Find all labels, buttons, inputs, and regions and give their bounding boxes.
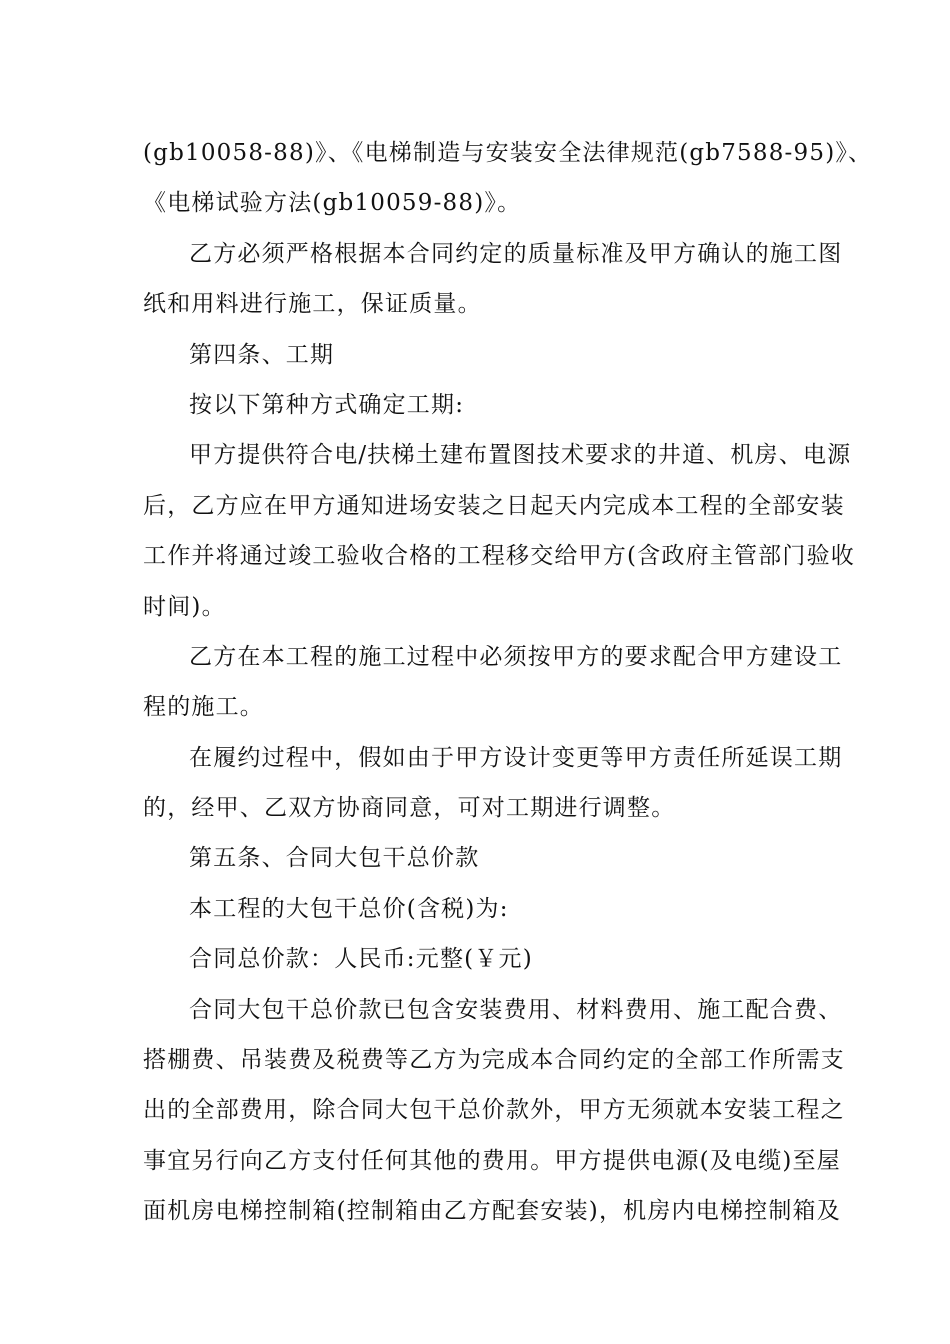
paragraph-start: 合同总价款：人民币:元整(￥元) — [189, 946, 533, 973]
text-line: 事宜另行向乙方支付任何其他的费用。甲方提供电源(及电缆)至屋 — [143, 1147, 841, 1174]
paragraph-start: 合同大包干总价款已包含安装费用、材料费用、施工配合费、 — [189, 996, 843, 1023]
paragraph-start: 甲方提供符合电/扶梯土建布置图技术要求的井道、机房、电源 — [189, 442, 852, 469]
paragraph-start: 乙方在本工程的施工过程中必须按甲方的要求配合甲方建设工 — [189, 643, 843, 670]
text-line: 程的施工。 — [143, 694, 264, 721]
text-line: 时间)。 — [143, 593, 226, 620]
section-heading: 第四条、工期 — [189, 341, 335, 368]
text-line: (gb10058-88)》、《电梯制造与安装安全法律规范(gb7588-95)》、 — [143, 140, 873, 166]
text-line: 《电梯试验方法(gb10059-88)》。 — [143, 190, 522, 217]
text-line: 出的全部费用，除合同大包干总价款外，甲方无须就本安装工程之 — [143, 1097, 845, 1124]
text-line: 工作并将通过竣工验收合格的工程移交给甲方(含政府主管部门验收 — [143, 543, 855, 570]
text-line: 的，经甲、乙双方协商同意，可对工期进行调整。 — [143, 795, 676, 822]
text-line: 后，乙方应在甲方通知进场安装之日起天内完成本工程的全部安装 — [143, 492, 845, 519]
text-line: 纸和用料进行施工，保证质量。 — [143, 291, 482, 318]
paragraph-start: 按以下第种方式确定工期: — [189, 391, 465, 418]
section-heading: 第五条、合同大包干总价款 — [189, 845, 480, 872]
paragraph-start: 在履约过程中，假如由于甲方设计变更等甲方责任所延误工期 — [189, 744, 843, 771]
document-body — [143, 128, 873, 1237]
paragraph-start: 本工程的大包干总价(含税)为: — [189, 895, 509, 922]
paragraph-start: 乙方必须严格根据本合同约定的质量标准及甲方确认的施工图 — [189, 240, 843, 267]
text-line: 面机房电梯控制箱(控制箱由乙方配套安装)，机房内电梯控制箱及 — [143, 1198, 841, 1225]
text-line: 搭棚费、吊装费及税费等乙方为完成本合同约定的全部工作所需支 — [143, 1047, 845, 1074]
